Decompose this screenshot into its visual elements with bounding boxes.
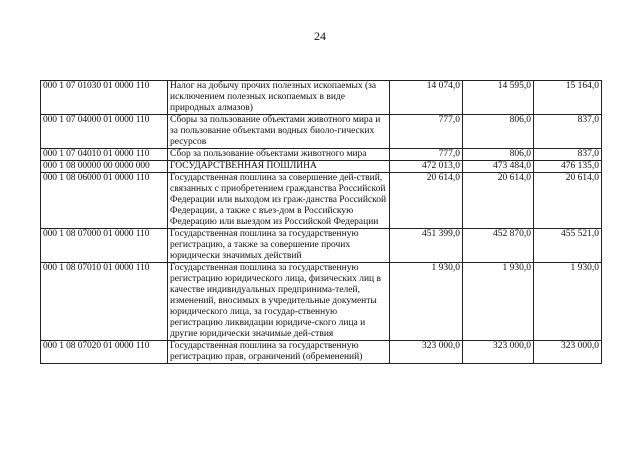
budget-code-cell: 000 1 08 00000 00 0000 000 <box>41 161 168 173</box>
revenue-name-cell: Государственная пошлина за совершение дей-ствий, связанных с приобретением гражданства Российской Федерации или выходом из граж-данства Российской Федерации, а также с въез-дом в Российскую Федерацию или выездом из Российской Федерации <box>168 173 390 229</box>
budget-code-cell: 000 1 08 07010 01 0000 110 <box>41 263 168 341</box>
amount-year-1-cell: 472 013,0 <box>390 161 463 173</box>
amount-year-3-cell: 837,0 <box>534 149 602 161</box>
budget-revenue-table <box>40 80 602 364</box>
budget-code-cell: 000 1 07 04010 01 0000 110 <box>41 149 168 161</box>
amount-year-3-cell: 455 521,0 <box>534 229 602 263</box>
amount-year-1-cell: 20 614,0 <box>390 173 463 229</box>
budget-code-cell: 000 1 08 07000 01 0000 110 <box>41 229 168 263</box>
budget-code-cell: 000 1 08 07020 01 0000 110 <box>41 341 168 364</box>
amount-year-2-cell: 323 000,0 <box>463 341 534 364</box>
amount-year-3-cell: 837,0 <box>534 115 602 149</box>
budget-code-cell: 000 1 07 04000 01 0000 110 <box>41 115 168 149</box>
table-row <box>41 341 602 364</box>
budget-code-cell: 000 1 07 01030 01 0000 110 <box>41 81 168 115</box>
amount-year-3-cell: 1 930,0 <box>534 263 602 341</box>
amount-year-3-cell: 20 614,0 <box>534 173 602 229</box>
table-row <box>41 81 602 115</box>
amount-year-2-cell: 473 484,0 <box>463 161 534 173</box>
table-row <box>41 161 602 173</box>
amount-year-2-cell: 1 930,0 <box>463 263 534 341</box>
table-row <box>41 149 602 161</box>
table-row <box>41 229 602 263</box>
table-row <box>41 173 602 229</box>
amount-year-1-cell: 323 000,0 <box>390 341 463 364</box>
revenue-name-cell: ГОСУДАРСТВЕННАЯ ПОШЛИНА <box>168 161 390 173</box>
amount-year-1-cell: 777,0 <box>390 149 463 161</box>
amount-year-2-cell: 14 595,0 <box>463 81 534 115</box>
amount-year-1-cell: 1 930,0 <box>390 263 463 341</box>
amount-year-1-cell: 14 074,0 <box>390 81 463 115</box>
amount-year-3-cell: 15 164,0 <box>534 81 602 115</box>
amount-year-1-cell: 777,0 <box>390 115 463 149</box>
amount-year-3-cell: 476 135,0 <box>534 161 602 173</box>
amount-year-2-cell: 20 614,0 <box>463 173 534 229</box>
page-number: 24 <box>314 29 326 43</box>
table-row <box>41 263 602 341</box>
revenue-name-cell: Сбор за пользование объектами животного мира <box>168 149 390 161</box>
revenue-name-cell: Государственная пошлина за государственную регистрацию, а также за совершение прочих юридически значимых действий <box>168 229 390 263</box>
amount-year-1-cell: 451 399,0 <box>390 229 463 263</box>
revenue-name-cell: Сборы за пользование объектами животного мира и за пользование объектами водных биоло-гических ресурсов <box>168 115 390 149</box>
amount-year-2-cell: 806,0 <box>463 149 534 161</box>
revenue-name-cell: Государственная пошлина за государственную регистрацию прав, ограничений (обременений) <box>168 341 390 364</box>
amount-year-2-cell: 806,0 <box>463 115 534 149</box>
amount-year-3-cell: 323 000,0 <box>534 341 602 364</box>
amount-year-2-cell: 452 870,0 <box>463 229 534 263</box>
table-row <box>41 115 602 149</box>
revenue-name-cell: Налог на добычу прочих полезных ископаемых (за исключением полезных ископаемых в виде природных алмазов) <box>168 81 390 115</box>
budget-code-cell: 000 1 08 06000 01 0000 110 <box>41 173 168 229</box>
revenue-name-cell: Государственная пошлина за государственную регистрацию юридического лица, физических лиц в качестве индивидуальных предпринима-телей, изменений, вносимых в учредительные документы юридического лица, за государ-ственную регистрацию ликвидации юридиче-ского лица и другие юридически значимые дей-ствия <box>168 263 390 341</box>
